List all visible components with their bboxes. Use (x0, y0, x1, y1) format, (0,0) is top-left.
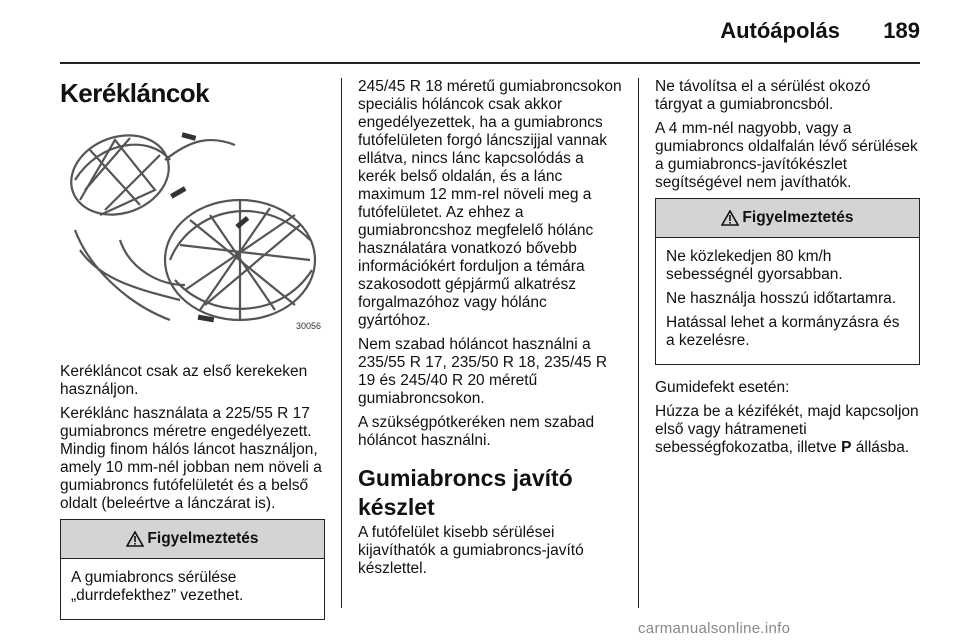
warning-title: Figyelmeztetés (742, 209, 854, 226)
page-number: 189 (883, 18, 920, 43)
paragraph: 245/45 R 18 méretű gumiabroncsokon speciális hóláncok csak akkor engedélyezettek, ha a gumiabroncs futófelületen forgó láncszijjal vannak ellátva, nincs lánc kapcsolódás a kerék belső oldalán, és a lánc maximum 12 mm-rel növeli meg a futófelületet. Az ehhez a gumiabroncshoz megfelelő hólánc használatára vonatkozó bővebb információkért forduljon a témára szakosodott gépjármű alkatrész forgalmazóhoz vagy hólánc gyártóhoz. (358, 78, 622, 329)
warning-box (60, 519, 325, 620)
paragraph-text: állásba. (851, 439, 910, 456)
page-section-title: Autóápolás (720, 18, 840, 43)
section-heading-snow-chains: Kerékláncok (60, 78, 210, 108)
gear-position-p: P (841, 439, 852, 456)
warning-text: Ne használja hosszú időtartamra. (666, 290, 897, 307)
header-divider (60, 62, 920, 64)
warning-triangle-icon (126, 531, 144, 547)
paragraph: Keréklánc használata a 225/55 R 17 gumiabroncs méretre engedélyezett. Mindig finom hálós láncot használjon, amely 10 mm-nél jobban nem növeli a gumiabroncs futófelületét és a belső oldalt (beleértve a lánczárat is). (60, 405, 322, 512)
paragraph: Kerékláncot csak az első kerekeken használjon. (60, 363, 308, 398)
paragraph-text: Húzza be a kézifékét, majd kapcsoljon első vagy hátrameneti sebességfokozatba, illetve (655, 403, 919, 456)
column-2 (358, 78, 623, 584)
paragraph: A szükségpótkeréken nem szabad hóláncot használni. (358, 414, 595, 449)
paragraph: A futófelület kisebb sérülései kijavíthatók a gumiabroncs-javító készlettel. (358, 524, 584, 577)
column-divider (638, 78, 639, 608)
warning-triangle-icon (721, 210, 739, 226)
column-1 (60, 78, 325, 620)
snow-chain-illustration (60, 120, 325, 335)
paragraph: Gumidefekt esetén: (655, 379, 790, 396)
snow-chain-drawing (60, 120, 325, 335)
column-divider (341, 78, 342, 608)
paragraph: Nem szabad hóláncot használni a 235/55 R 17, 235/50 R 18, 235/45 R 19 és 245/40 R 20 méretű gumiabroncsokon. (358, 336, 608, 407)
warning-header (656, 199, 919, 238)
section-heading-tyre-repair-kit: Gumiabroncs javító készlet (358, 465, 573, 520)
paragraph: Ne távolítsa el a sérülést okozó tárgyat a gumiabroncsból. (655, 78, 871, 113)
watermark: carmanualsonline.info (638, 620, 791, 637)
column-3 (655, 78, 920, 463)
paragraph (655, 403, 920, 457)
warning-header (61, 520, 324, 559)
paragraph: A 4 mm-nél nagyobb, vagy a gumiabroncs oldalfalán lévő sérülések a gumiabroncs-javítókészlet segítségével nem javíthatók. (655, 120, 918, 191)
figure-number: 30056 (295, 321, 321, 331)
warning-text: Ne közlekedjen 80 km/h sebességnél gyorsabban. (666, 248, 843, 283)
warning-text: A gumiabroncs sérülése „durrdefekthez” vezethet. (71, 569, 244, 604)
warning-title: Figyelmeztetés (147, 530, 259, 547)
warning-box (655, 198, 920, 365)
warning-text: Hatással lehet a kormányzásra és a kezelésre. (666, 314, 900, 349)
